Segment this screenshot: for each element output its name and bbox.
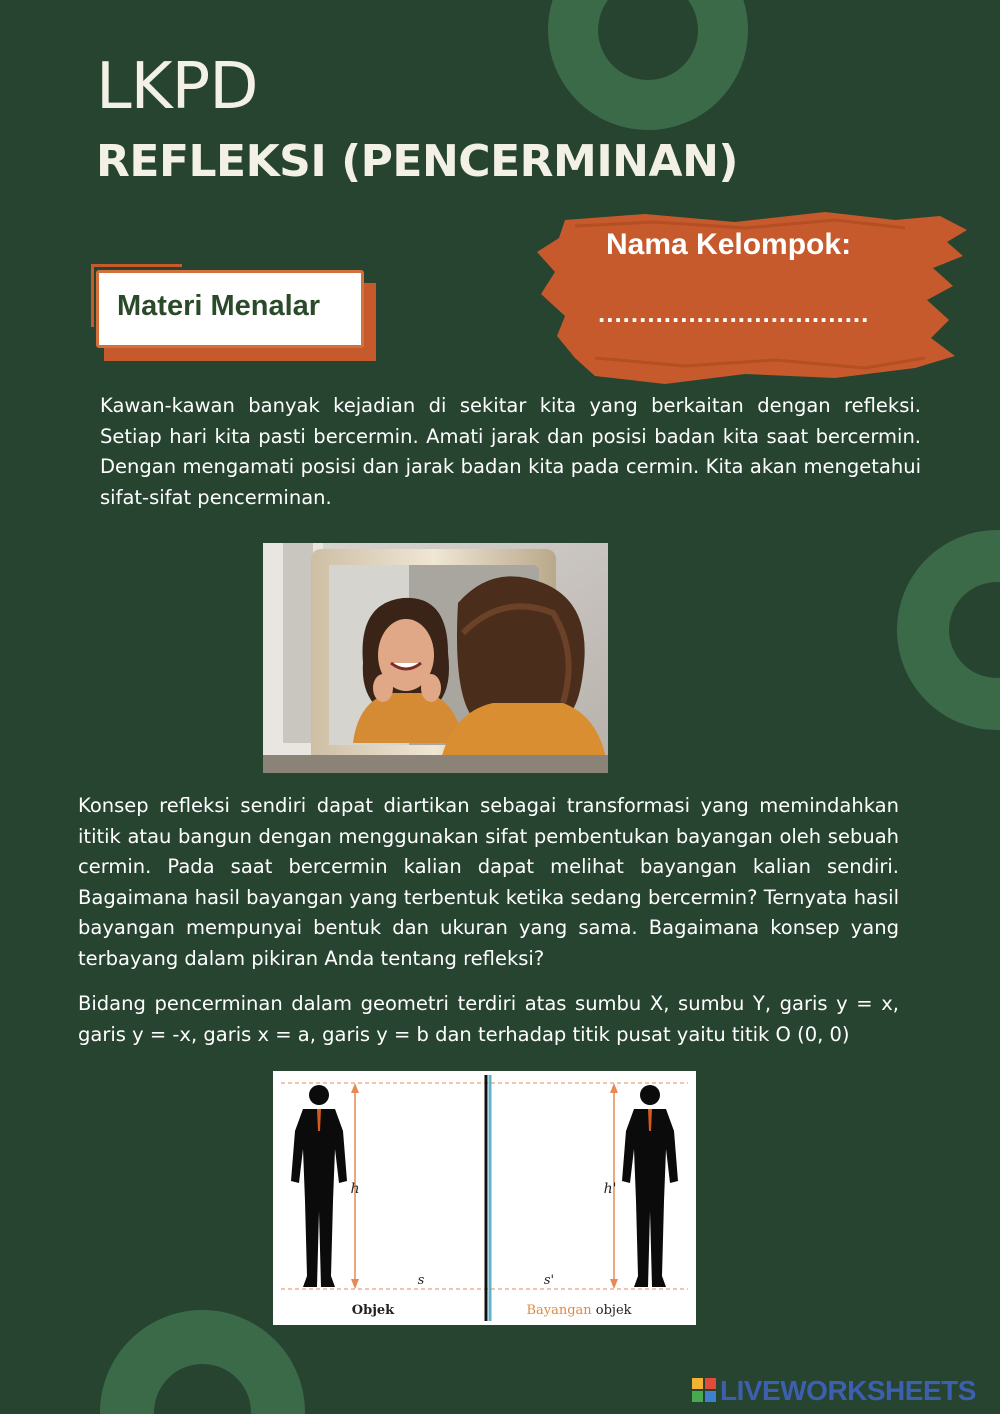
object-label: Objek (351, 1303, 395, 1318)
decorative-ring-top (548, 0, 748, 130)
section-label: Materi Menalar (117, 290, 321, 322)
height-label-right: h' (603, 1181, 617, 1197)
page-subtitle: REFLEKSI (PENCERMINAN) (96, 136, 738, 187)
geometry-paragraph: Bidang pencerminan dalam geometri terdiri atas sumbu X, sumbu Y, garis y = x, garis y = -x, garis x = a, garis y = b dan terhadap titik pusat yaitu titik O (0, 0) (78, 992, 899, 1046)
distance-label-left: s (417, 1273, 425, 1288)
height-label-left: h (350, 1181, 360, 1197)
image-label-colored: Bayangan (526, 1303, 592, 1318)
reflection-diagram (273, 1071, 696, 1325)
page-title: LKPD (96, 50, 258, 124)
liveworksheets-brand: LIVEWORKSHEETS (720, 1375, 976, 1406)
decorative-ring-right (897, 530, 1000, 730)
liveworksheets-logo-icon (692, 1378, 716, 1402)
concept-paragraph: Konsep refleksi sendiri dapat diartikan sebagai transformasi yang memindahkan ititik atau bangun dengan menggunakan sifat pembentukan bayangan oleh sebuah cermin. Pada saat bercermin kalian dapat melihat bayangan kalian sendiri. Bagaimana hasil bayangan yang terbentuk ketika sedang bercermin? Ternyata hasil bayangan mempunyai bentuk dan ukuran yang sama. Bagaimana konsep yang terbayang dalam pikiran Anda tentang refleksi? (78, 794, 899, 970)
group-name-label: Nama Kelompok: (606, 228, 852, 261)
group-name-blank[interactable]: ................................. (598, 298, 870, 328)
image-label-rest: objek (591, 1303, 632, 1318)
image-label (526, 1303, 631, 1318)
decorative-ring-bottom (100, 1310, 305, 1414)
mirror-photo (263, 543, 608, 773)
section-label-box (96, 270, 364, 348)
distance-label-right: s' (543, 1273, 555, 1288)
intro-paragraph: Kawan-kawan banyak kejadian di sekitar kita yang berkaitan dengan refleksi. Setiap hari kita pasti bercermin. Amati jarak dan posisi badan kita saat bercermin. Dengan mengamati posisi dan jarak badan kita pada cermin. Kita akan mengetahui sifat-sifat pencerminan. (100, 394, 921, 509)
